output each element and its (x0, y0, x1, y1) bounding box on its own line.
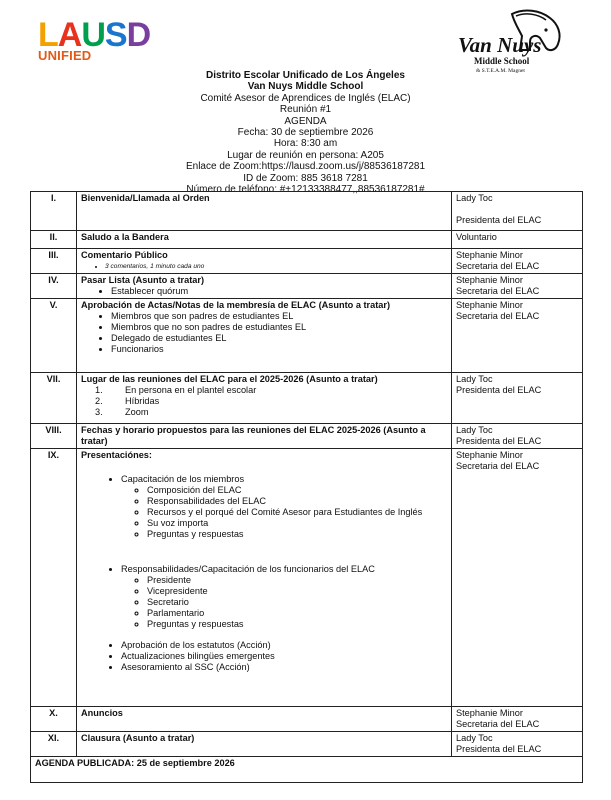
district-name: Distrito Escolar Unificado de Los Ángeles (206, 70, 405, 81)
item-title: Pasar Lista (Asunto a tratar) (81, 275, 205, 285)
item-responsible (452, 373, 583, 424)
item-responsible (452, 299, 583, 373)
responsible-role: Secretaria del ELAC (456, 286, 540, 296)
responsible-role: Secretaria del ELAC (456, 261, 540, 271)
item-title: Clausura (Asunto a tratar) (81, 733, 195, 743)
item-number: VIII. (31, 424, 77, 449)
list-item: • Actualizaciones bilingües emergentes (121, 651, 447, 662)
item-responsible (452, 274, 583, 299)
item-content (77, 299, 452, 373)
item-number: III. (31, 249, 77, 274)
list-number: 2. (95, 396, 103, 406)
agenda-table (30, 191, 583, 783)
list-item: • Asesoramiento al SSC (Acción) (121, 662, 447, 673)
list-item: • Miembros que son padres de estudiantes EL (111, 311, 447, 322)
table-row (31, 373, 583, 424)
agenda-title: AGENDA (284, 115, 327, 127)
list-item: • Funcionarios (111, 344, 447, 355)
svg-text:Van Nuys: Van Nuys (458, 33, 542, 57)
svg-text:& S.T.E.A.M. Magnet: & S.T.E.A.M. Magnet (476, 68, 525, 74)
item-bullets (81, 261, 447, 272)
item-content (77, 707, 452, 732)
list-item: ◦ Responsabilidades del ELAC (147, 496, 447, 507)
list-item: • Aprobación de los estatutos (Acción) (121, 640, 447, 651)
item-title: Bienvenida/Llamada al Orden (81, 193, 210, 203)
responsible-role: Presidenta del ELAC (456, 744, 542, 754)
item-responsible (452, 732, 583, 757)
responsible-name: Lady Toc (456, 733, 493, 743)
list-item: ◦ Preguntas y respuestas (147, 619, 447, 630)
list-item: • Establecer quórum (111, 286, 447, 297)
lausd-letter: A (57, 16, 82, 54)
meeting-date: Fecha: 30 de septiembre 2026 (237, 127, 374, 139)
item-responsible (452, 192, 583, 231)
item-responsible (452, 249, 583, 274)
table-row (31, 424, 583, 449)
responsible-role: Presidenta del ELAC (456, 385, 542, 395)
lausd-wordmark (38, 18, 178, 52)
committee-name: Comité Asesor de Aprendices de Inglés (ELAC) (200, 92, 411, 104)
item-content (77, 192, 452, 231)
list-text: Híbridas (125, 396, 160, 406)
responsible-role: Presidenta del ELAC (456, 215, 542, 225)
item-numbered-list (81, 385, 447, 418)
list-text: En persona en el plantel escolar (125, 385, 257, 395)
table-row (31, 732, 583, 757)
responsible-role: Secretaria del ELAC (456, 719, 540, 729)
list-item: ◦ Secretario (147, 597, 447, 608)
item-bullets (81, 286, 447, 297)
meeting-time: Hora: 8:30 am (273, 138, 338, 150)
list-number: 1. (95, 385, 103, 395)
item-number: IX. (31, 449, 77, 707)
item-bullets (81, 311, 447, 355)
item-responsible (452, 707, 583, 732)
group-label: Capacitación de los miembros (121, 474, 245, 484)
presentation-group-2 (81, 564, 447, 630)
item-content (77, 732, 452, 757)
school-name: Van Nuys Middle School (247, 81, 364, 93)
list-item: ◦ Composición del ELAC (147, 485, 447, 496)
item-number: I. (31, 192, 77, 231)
responsible-name: Stephanie Minor (456, 708, 523, 718)
presentation-tail (81, 640, 447, 673)
responsible-name: Stephanie Minor (456, 250, 523, 260)
responsible-role: Secretaria del ELAC (456, 311, 540, 321)
table-row (31, 274, 583, 299)
list-item: ◦ Presidente (147, 575, 447, 586)
list-item (121, 474, 447, 540)
responsible-name: Voluntario (456, 232, 497, 242)
item-content (77, 274, 452, 299)
item-responsible (452, 449, 583, 707)
item-content (77, 249, 452, 274)
table-row (31, 231, 583, 249)
meeting-number: Reunión #1 (279, 104, 332, 116)
list-number: 3. (95, 407, 103, 417)
list-item: • Miembros que no son padres de estudiantes EL (111, 322, 447, 333)
lausd-letter: D (126, 16, 151, 54)
responsible-name: Lady Toc (456, 374, 493, 384)
list-item: ◦ Vicepresidente (147, 586, 447, 597)
item-title: Fechas y horario propuestos para las reuniones del ELAC 2025-2026 (Asunto a tratar) (81, 425, 426, 446)
lausd-unified-text: UNIFIED (38, 48, 92, 63)
item-title: Aprobación de Actas/Notas de la membresía de ELAC (Asunto a tratar) (81, 300, 391, 310)
presentation-group-1 (81, 474, 447, 540)
item-content (77, 231, 452, 249)
list-item: • Delegado de estudiantes EL (111, 333, 447, 344)
sub-list (121, 485, 447, 540)
meeting-location: Lugar de reunión en persona: A205 (227, 149, 384, 161)
group-label: Responsabilidades/Capacitación de los funcionarios del ELAC (121, 564, 375, 574)
responsible-name: Stephanie Minor (456, 275, 523, 285)
table-row (31, 449, 583, 707)
lausd-letter: L (38, 16, 58, 54)
table-row (31, 707, 583, 732)
item-number: XI. (31, 732, 77, 757)
item-title: Comentario Público (81, 250, 168, 260)
table-row (31, 757, 583, 783)
item-number: IV. (31, 274, 77, 299)
phone-number: Número de teléfono: #+12133388477,,88536187281# (186, 184, 425, 196)
responsible-role: Secretaria del ELAC (456, 461, 540, 471)
item-number: X. (31, 707, 77, 732)
list-item: • 3 comentarios, 1 minuto cada uno (105, 261, 447, 272)
table-row (31, 192, 583, 231)
list-item: ◦ Parlamentario (147, 608, 447, 619)
list-item: ◦ Recursos y el porqué del Comité Asesor para Estudiantes de Inglés (147, 507, 447, 518)
responsible-name: Lady Toc (456, 193, 493, 203)
item-content (77, 373, 452, 424)
item-title: Anuncios (81, 708, 123, 718)
responsible-name: Lady Toc (456, 425, 493, 435)
item-title: Lugar de las reuniones del ELAC para el 2025-2026 (Asunto a tratar) (81, 374, 378, 384)
lausd-letter: U (81, 16, 105, 54)
lausd-logo (38, 18, 178, 64)
list-item: ◦ Preguntas y respuestas (147, 529, 447, 540)
responsible-name: Stephanie Minor (456, 450, 523, 460)
sub-list (121, 575, 447, 630)
list-item (95, 407, 447, 418)
item-number: VII. (31, 373, 77, 424)
responsible-role: Presidenta del ELAC (456, 436, 542, 446)
item-content (77, 424, 452, 449)
list-item (121, 564, 447, 630)
zoom-id: ID de Zoom: 885 3618 7281 (243, 172, 368, 184)
item-responsible (452, 231, 583, 249)
item-responsible (452, 424, 583, 449)
lausd-letter: S (104, 16, 127, 54)
list-item (95, 385, 447, 396)
agenda-published-date: AGENDA PUBLICADA: 25 de septiembre 2026 (31, 757, 583, 783)
responsible-name: Stephanie Minor (456, 300, 523, 310)
zoom-link[interactable]: Enlace de Zoom:https://lausd.zoom.us/j/88536187281 (185, 161, 426, 173)
item-number: II. (31, 231, 77, 249)
table-row (31, 299, 583, 373)
item-title: Presentaciónes: (81, 450, 152, 460)
item-number: V. (31, 299, 77, 373)
table-row (31, 249, 583, 274)
svg-text:Middle School: Middle School (474, 56, 530, 66)
item-title: Saludo a la Bandera (81, 232, 169, 242)
item-content (77, 449, 452, 707)
van-nuys-logo (454, 8, 564, 76)
list-item: ◦ Su voz importa (147, 518, 447, 529)
agenda-header (0, 70, 611, 195)
list-item (95, 396, 447, 407)
list-text: Zoom (125, 407, 149, 417)
